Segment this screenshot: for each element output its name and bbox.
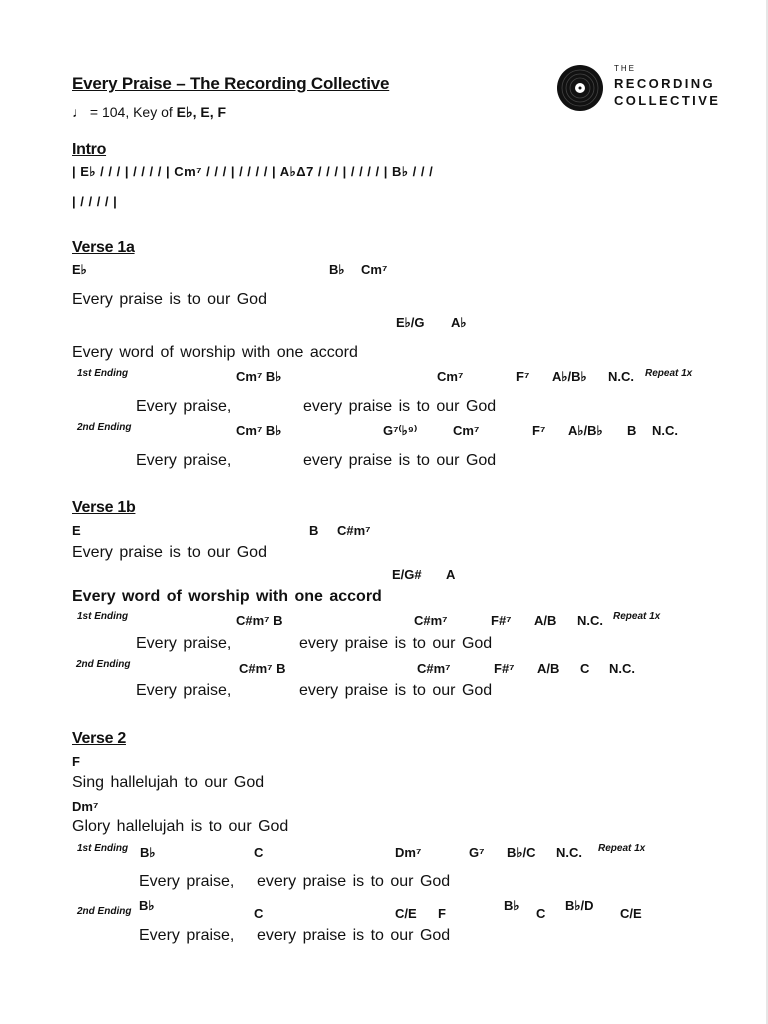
verse2-chord: B♭ (139, 898, 155, 913)
verse1b-chord: C#m⁷ (414, 613, 448, 628)
verse2-chord: B♭/C (507, 845, 536, 860)
verse2-lyric: Every praise, (139, 927, 235, 944)
verse1a-chord: A♭ (451, 315, 467, 330)
verse2-lyric: every praise is to our God (257, 927, 451, 944)
verse2-chord: F (72, 754, 80, 769)
verse1b-chord: A (446, 567, 456, 582)
verse2-chord: Dm⁷ (72, 799, 99, 814)
verse1b-chord: B (309, 523, 319, 538)
verse1a-chord: Cm⁷ B♭ (236, 369, 282, 384)
intro-heading: Intro (72, 141, 107, 158)
verse1b-chord: A/B (537, 661, 560, 676)
logo-collective: COLLECTIVE (614, 93, 721, 108)
verse1b-lyric: Every praise, (136, 635, 232, 652)
verse1a-chord: N.C. (652, 423, 678, 438)
verse1a-lyric: Every praise is to our God (72, 291, 267, 308)
intro-bars-line-2: | / / / / | (72, 194, 118, 209)
verse1b-lyric: every praise is to our God (299, 635, 493, 652)
verse1b-chord: N.C. (577, 613, 603, 628)
verse2-lyric: Sing hallelujah to our God (72, 774, 265, 791)
verse1b-heading: Verse 1b (72, 499, 136, 516)
verse1a-chord: Cm⁷ (361, 262, 388, 277)
verse2-chord: C (254, 845, 264, 860)
verse2-lyric: Every praise, (139, 873, 235, 890)
verse1a-chord: Cm⁷ B♭ (236, 423, 282, 438)
verse2-lyric: every praise is to our God (257, 873, 451, 890)
verse1a-chord: E♭/G (396, 315, 425, 330)
verse1b-chord: F#⁷ (494, 661, 515, 676)
verse1a-lyric: every praise is to our God (303, 452, 497, 469)
verse1b-chord: F#⁷ (491, 613, 512, 628)
verse2-chord: N.C. (556, 845, 582, 860)
verse1a-chord: E♭ (72, 262, 87, 277)
verse1b-chord: C#m⁷ (417, 661, 451, 676)
verse1a-ending-label: 2nd Ending (77, 422, 132, 433)
recording-collective-logo (556, 62, 721, 114)
verse1a-chord: A♭/B♭ (568, 423, 603, 438)
verse2-chord: C (254, 906, 264, 921)
verse1a-ending-label: 1st Ending (77, 368, 129, 379)
verse1b-lyric: Every praise, (136, 682, 232, 699)
verse1b-chord: A/B (534, 613, 557, 628)
verse1a-chord: Cm⁷ (437, 369, 464, 384)
verse2-chord: F (438, 906, 446, 921)
verse1a-lyric: Every word of worship with one accord (72, 344, 358, 361)
verse1a-heading: Verse 1a (72, 239, 135, 256)
verse1a-lyric: every praise is to our God (303, 398, 497, 415)
verse1b-chord: C (580, 661, 590, 676)
verse1b-chord: C#m⁷ (337, 523, 371, 538)
verse1a-chord: G⁷⁽♭⁹⁾ (383, 423, 418, 438)
vinyl-record-icon (556, 64, 604, 112)
verse1a-repeat-marker: Repeat 1x (645, 368, 693, 379)
verse1b-chord: C#m⁷ B (239, 661, 286, 676)
tempo-key (72, 104, 226, 121)
verse1b-lyric: every praise is to our God (299, 682, 493, 699)
verse1a-chord: B (627, 423, 637, 438)
intro-bars-line-1: | E♭ / / / | / / / / | Cm⁷ / / / | / / / / | A♭Δ7 / / / | / / / / | B♭ / / / (72, 164, 434, 179)
verse2-ending-label: 1st Ending (77, 843, 129, 854)
verse1b-chord: E/G# (392, 567, 422, 582)
verse1a-chord: B♭ (329, 262, 345, 277)
logo-recording: RECORDING (614, 76, 716, 91)
verse2-chord: B♭ (140, 845, 156, 860)
verse1b-ending-label: 2nd Ending (76, 659, 131, 670)
tempo-text: ♩ = 104, Key of (72, 104, 177, 120)
verse2-chord: C/E (620, 906, 642, 921)
verse1b-chord: E (72, 523, 81, 538)
verse1b-repeat-marker: Repeat 1x (613, 611, 661, 622)
verse1b-chord: C#m⁷ B (236, 613, 283, 628)
verse2-lyric: Glory hallelujah is to our God (72, 818, 289, 835)
verse1b-lyric: Every praise is to our God (72, 544, 267, 561)
verse1b-lyric: Every word of worship with one accord (72, 588, 382, 605)
verse1a-chord: F⁷ (532, 423, 546, 438)
verse2-repeat-marker: Repeat 1x (598, 843, 646, 854)
verse1a-lyric: Every praise, (136, 452, 232, 469)
verse1a-chord: A♭/B♭ (552, 369, 587, 384)
logo-the: THE (614, 64, 636, 73)
verse2-heading: Verse 2 (72, 730, 126, 747)
verse2-chord: B♭ (504, 898, 520, 913)
key-list: E♭, E, F (176, 104, 227, 120)
verse1a-chord: Cm⁷ (453, 423, 480, 438)
verse2-chord: Dm⁷ (395, 845, 422, 860)
verse2-chord: C/E (395, 906, 417, 921)
verse2-chord: B♭/D (565, 898, 594, 913)
song-title: Every Praise – The Recording Collective (72, 74, 390, 93)
verse2-chord: C (536, 906, 546, 921)
verse2-chord: G⁷ (469, 845, 485, 860)
verse1b-chord: N.C. (609, 661, 635, 676)
verse1b-ending-label: 1st Ending (77, 611, 129, 622)
verse2-ending-label: 2nd Ending (77, 906, 132, 917)
verse1a-lyric: Every praise, (136, 398, 232, 415)
verse1a-chord: N.C. (608, 369, 634, 384)
verse1a-chord: F⁷ (516, 369, 530, 384)
